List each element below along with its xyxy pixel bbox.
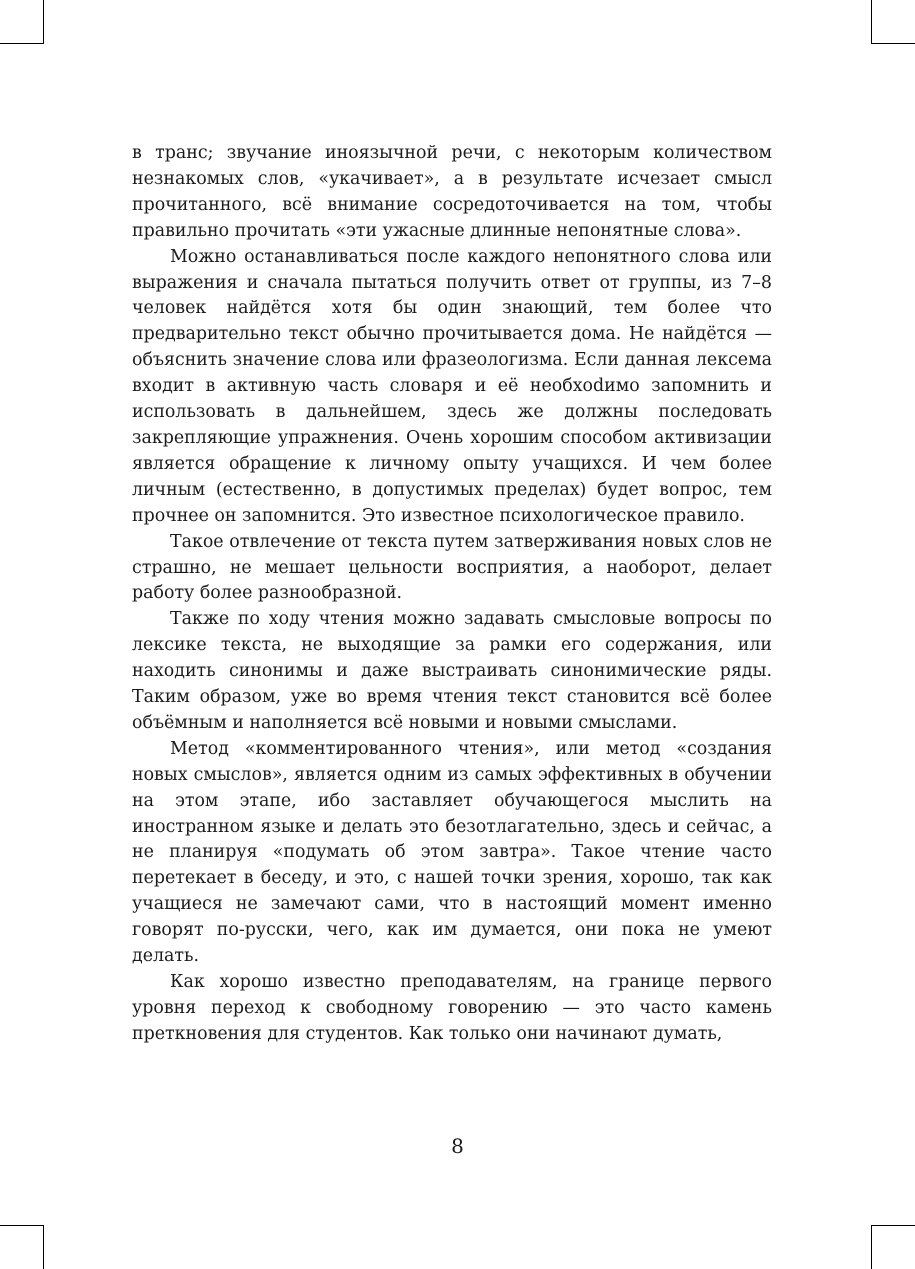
crop-mark-bottom-left-h [0, 1225, 44, 1226]
crop-mark-bottom-right [871, 1225, 872, 1269]
crop-mark-top-left-h [0, 43, 44, 44]
paragraph-1: в транс; звучание иноязычной речи, с некоторым количеством незнакомых слов, «укачивает», а в результате исчезает смысл прочитанного, всё внимание сосредоточивается на том, чтобы правильно прочитать «эти ужасные длинные непонятные слова». [132, 143, 772, 241]
paragraph-4: Также по ходу чтения можно задавать смысловые вопросы по лексике текста, не выходящие за рамки его содержания, или находить синонимы и даже выстраивать синонимические ряды. Таким образом, уже во время чтения текст становится всё более объёмным и наполняется всё новыми и новыми смыслами. [132, 609, 772, 733]
crop-mark-top-right [871, 0, 872, 44]
paragraph-2: Можно останавливаться после каждого непонятного слова или выражения и сначала пытаться получить ответ от группы, из 7–8 человек найдётся хотя бы один знающий, тем более что предварительно текст обычно прочитывается дома. Не найдётся — объяснить значение слова или фразеологизма. Если данная лексема входит в активную часть словаря и её необхоdимо запомнить и использовать в дальнейшем, здесь же должны последовать закрепляющие упражнения. Очень хорошим способом активизации является обращение к личному опыту учащихся. И чем более личным (естественно, в допустимых пределах) будет вопрос, тем прочнее он запомнится. Это известное психологическое правило. [132, 246, 772, 526]
page-body-text [132, 141, 772, 1048]
crop-mark-top-left [43, 0, 44, 44]
paragraph-3: Такое отвлечение от текста путем затверживания новых слов не страшно, не мешает цельности восприятия, а наоборот, делает работу более разнообразной. [132, 531, 772, 604]
paragraph-5: Метод «комментированного чтения», или метод «создания новых смыслов», является одним из самых эффективных в обучении на этом этапе, ибо заставляет обучающегося мыслить на иностранном языке и делать это безотлагательно, здесь и сейчас, а не планируя «подумать об этом завтра». Такое чтение часто перетекает в беседу, и это, с нашей точки зрения, хорошо, так как учащиеся не замечают сами, что в настоящий момент именно говорят по-русски, чего, как им думается, они пока не умеют делать. [132, 738, 772, 967]
page-number: 8 [451, 1134, 464, 1158]
crop-mark-bottom-right-h [871, 1225, 915, 1226]
paragraph-6: Как хорошо известно преподавателям, на границе первого уровня переход к свободному говорению — это часто камень преткновения для студентов. Как только они начинают думать, [132, 972, 772, 1044]
crop-mark-bottom-left [43, 1225, 44, 1269]
crop-mark-top-right-h [871, 43, 915, 44]
